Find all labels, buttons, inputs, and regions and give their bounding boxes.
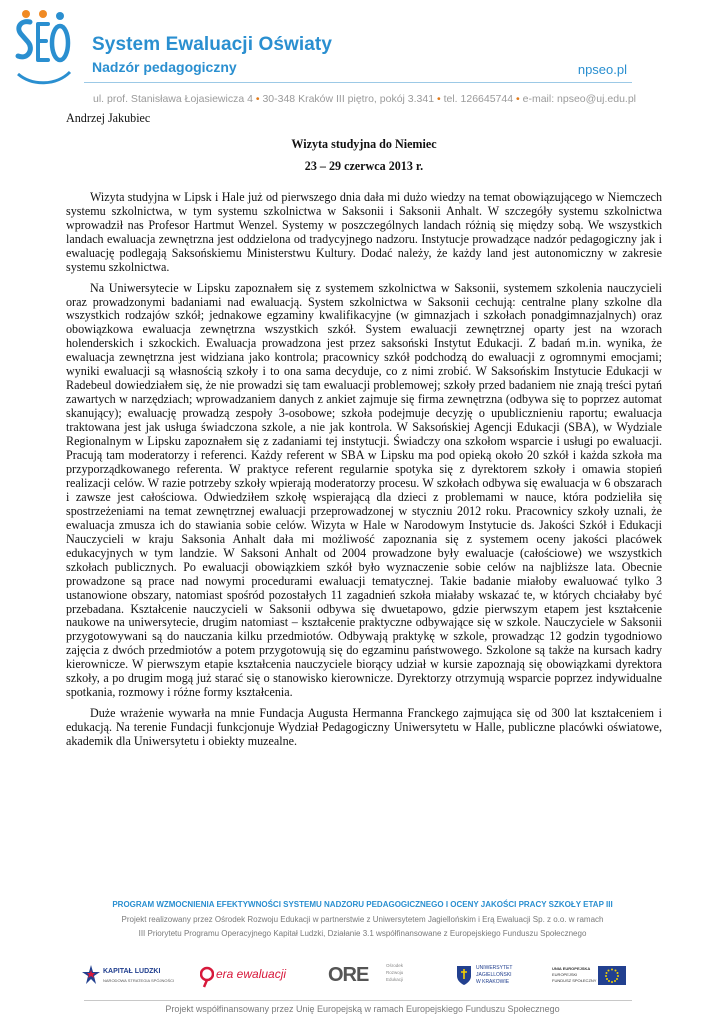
- address-street: ul. prof. Stanisława Łojasiewicza 4: [93, 93, 253, 105]
- separator-dot: •: [436, 93, 441, 105]
- paragraph: Na Uniwersytecie w Lipsku zapoznałem się z systemem szkolnictwa w Saksonii, systemem szkolenia nauczycieli oraz prowadzonymi badaniami nad ewaluacją. System szkolnictwa w Saksonii cechują: centralne plany szkolne dla wszystkich rodzajów szkół; jednakowe egzaminy kwalifikacyjne (w gimnazjach i szkołach ponadgimnazjalnych) oraz obowiązkowa ewaluacja zewnętrzna wszystkich szkół. System ewaluacji zewnętrznej oparty jest na wzorach holenderskich i szkockich. Ewaluacja prowadzona jest przez saksoński Instytut Edukacji. Z badań m.in. wynika, że ewaluacja zewnętrzna jest widziana jako kontrola; pracownicy szkół podchodzą do ewaluacji z ogromnymi emocjami; wyniki ewaluacji są własnością szkoły i to ona sama decyduje, co z nimi zrobić. W Saksońskim Instytucie Edukacji w Radebeul dowiedziałem się, że nie prowadzi się tam ewaluacji problemowej; szkoły przed badaniem nie znają treści pytań zawartych w narzędziach; wprowadzaniem danych z ankiet zajmuje się firma zewnętrzna (odbywa się to poprzez automat skanujący); ewaluację prowadzą zespoły 3-osobowe; szkoła podejmuje decyzję o upublicznieniu raportu; ewaluacja traktowana jest jak usługa świadczona szkole, a nie jak kontrola. W Saksońskiej Agencji Edukacji (SBA), w Wydziale Regionalnym w Lipsku zapoznałem się z zadaniami tej instytucji. Świadczy ona szkołom wsparcie i usługi po ewaluacji. Pracują tam moderatorzy i referenci. Każdy referent w SBA w Lipsku ma pod opieką około 20 szkół i każda szkoła ma przyporządkowanego referenta. W praktyce referent regularnie spotyka się z dyrektorem szkoły i omawia stopień realizacji celów. W razie potrzeby szkoły wpierają moderatorzy procesu. W szkołach odbywa się ewaluacja w 6 obszarach i zawsze jest całościowa. Odwiedziłem szkołę wspierającą dla dzieci z problemami w nauce, która podzieliła się spostrzeżeniami na temat zewnętrznej ewaluacji przeprowadzonej w styczniu 2012 roku. Pracownicy szkoły uznali, że ewaluacja zmusza ich do stawiania sobie celów. Wizyta w Hale w Narodowym Instytucie ds. Jakości Szkół i Edukacji Nauczycieli w kraju Saksonia Anhalt dała mi możliwość zapoznania się z systemem oceny jakości placówek edukacyjnych w tym landzie. W Saksoni Anhalt od 2004 prowadzone były ewaluacje (całościowe) we wszystkich szkołach publicznych. Po ewaluacji obowiązkiem szkół było wyznaczenie sobie celów na najbliższe lata. Obecnie prowadzone są prace nad nowymi procedurami ewaluacji tematycznej. Takie badanie miałoby ewaluować tylko 3 ustanowione obszary, natomiast spośród pozostałych 11 zagadnień szkoła miałaby wskazać te, w których chciałaby być przebadana. Kształcenie nauczycieli w Saksonii odbywa się dwuetapowo, gdzie pierwszym etapem jest kształcenie naukowe na uniwersytecie, drugim natomiast – kształcenie praktyczne odbywające się w szkole. Nauczyciele w Saksonii przygotowywani są do nauczania kilku przedmiotów. Odbywają praktykę w szkole, prowadząc 12 godzin tygodniowo zajęcia z dwóch przedmiotów a potem przygotowują się do egzaminu państwowego. Szkolone są także na kursach kadry kierownicze. W pierwszym etapie kształcenia nauczyciele biorący udział w kursie zapoznają się obowiązkami dyrektora szkoły, a po drugim mogą już starać się o stanowisko kierownicze. Dyrektorzy otrzymują wsparcie poprzez indywidualne spotkania, rozmowy i różne formy kształcenia.: [66, 280, 662, 700]
- site-link[interactable]: npseo.pl: [577, 62, 627, 77]
- uj-text-line: W KRAKOWIE: [476, 979, 510, 985]
- document-title: Wizyta studyjna do Niemiec: [291, 136, 437, 151]
- kapital-ludzki-logo: [82, 960, 175, 996]
- eu-logo: [552, 960, 642, 996]
- paragraph: Wizyta studyjna w Lipsk i Hale już od pierwszego dnia dała mi dużo wiedzy na temat obowiązującego w Niemczech systemu szkolnictwa, w tym systemu szkolnictwa w Saksonii i Saksonii Anhalt. W szczegóły systemu szkolnictwa wprowadził nas Profesor Hartmut Wenzel. Systemy w poszczególnych landach różnią się między sobą. We wszystkich landach ewaluacja zewnętrzna jest oddzielona od tradycyjnego nadzoru. Instytucje prowadzące nadzór pedagogiczny jak i ewaluację podlegają Saksońskiemu Ministerstwu Kultury. Dodać należy, że każdy land jest autonomiczny w zakresie systemu szkolnictwa.: [66, 189, 662, 274]
- footer-divider: [84, 1000, 632, 1001]
- seo-logo: [12, 8, 74, 88]
- footer-line: Projekt realizowany przez Ośrodek Rozwoju Edukacji w partnerstwie z Uniwersytetem Jagiellońskim i Erą Ewaluacji Sp. z o.o. w ramach: [121, 915, 604, 924]
- page-footer: [0, 896, 725, 1024]
- star-icon: [82, 964, 100, 986]
- ore-text-line: Rozwoju: [386, 970, 404, 975]
- eu-text-line: UNIA EUROPEJSKA: [552, 966, 591, 971]
- eu-text: [552, 966, 596, 984]
- eu-text-line: FUNDUSZ SPOŁECZNY: [552, 978, 597, 983]
- ore-text: [386, 962, 403, 983]
- address-city: 30-348 Kraków III piętro, pokój 3.341: [262, 93, 435, 105]
- ore-text-line: Ośrodek: [386, 963, 404, 968]
- eu-flag-icon: [598, 966, 626, 985]
- ore-mark: ORE: [328, 964, 369, 986]
- page-header: [0, 0, 725, 110]
- uj-logo: [456, 960, 536, 996]
- separator-dot: •: [516, 93, 520, 105]
- kl-subtitle: NARODOWA STRATEGIA SPÓJNOŚCI: [103, 978, 175, 983]
- brand-subtitle: Nadzór pedagogiczny: [92, 59, 237, 75]
- partner-logos: [82, 960, 642, 996]
- document-date: 23 – 29 czerwca 2013 r.: [304, 158, 424, 173]
- uj-text-line: UNIWERSYTET: [476, 965, 513, 971]
- brand-title: System Ewaluacji Oświaty: [92, 34, 333, 55]
- ore-logo: [328, 960, 418, 996]
- era-text: era ewaluacji: [216, 967, 287, 981]
- address-phone: tel. 126645744: [443, 93, 514, 105]
- separator-dot: •: [255, 93, 260, 105]
- uj-crest-icon: [456, 964, 472, 986]
- contact-address: [93, 93, 636, 105]
- uj-text: [476, 965, 512, 986]
- kl-title: KAPITAŁ LUDZKI: [103, 968, 161, 975]
- era-ewaluacji-logo: [200, 960, 287, 996]
- paragraph: Duże wrażenie wywarła na mnie Fundacja Augusta Hermanna Franckego zajmująca się od 300 lat kształceniem i edukacją. Na terenie Fundacji funkcjonuje Wydział Pedagogiczny Uniwersytetu w Halle, publiczne placówki oświatowe, akademik dla Uniwersytetu i obiekty muzealne.: [66, 706, 662, 749]
- footer-cofinanced: Projekt współfinansowany przez Unię Europejską w ramach Europejskiego Funduszu Społecznego: [165, 1004, 560, 1014]
- footer-program: PROGRAM WZMOCNIENIA EFEKTYWNOŚCI SYSTEMU NADZORU PEDAGOGICZNEGO I OCENY JAKOŚCI PRACY SZKOŁY ETAP III: [112, 900, 613, 909]
- uj-text-line: JAGIELLOŃSKI: [476, 972, 512, 978]
- document-author: Andrzej Jakubiec: [66, 111, 151, 125]
- era-mark-icon: [200, 966, 214, 988]
- document-body: [66, 112, 662, 756]
- header-divider: [84, 82, 632, 83]
- ore-text-line: Edukacji: [386, 977, 404, 982]
- eu-text-line: EUROPEJSKI: [552, 972, 578, 977]
- footer-line: III Priorytetu Programu Operacyjnego Kapitał Ludzki, Działanie 3.1 współfinansowane z Europejskiego Funduszu Społecznego: [138, 929, 587, 938]
- address-email[interactable]: e-mail: npseo@uj.edu.pl: [522, 93, 636, 105]
